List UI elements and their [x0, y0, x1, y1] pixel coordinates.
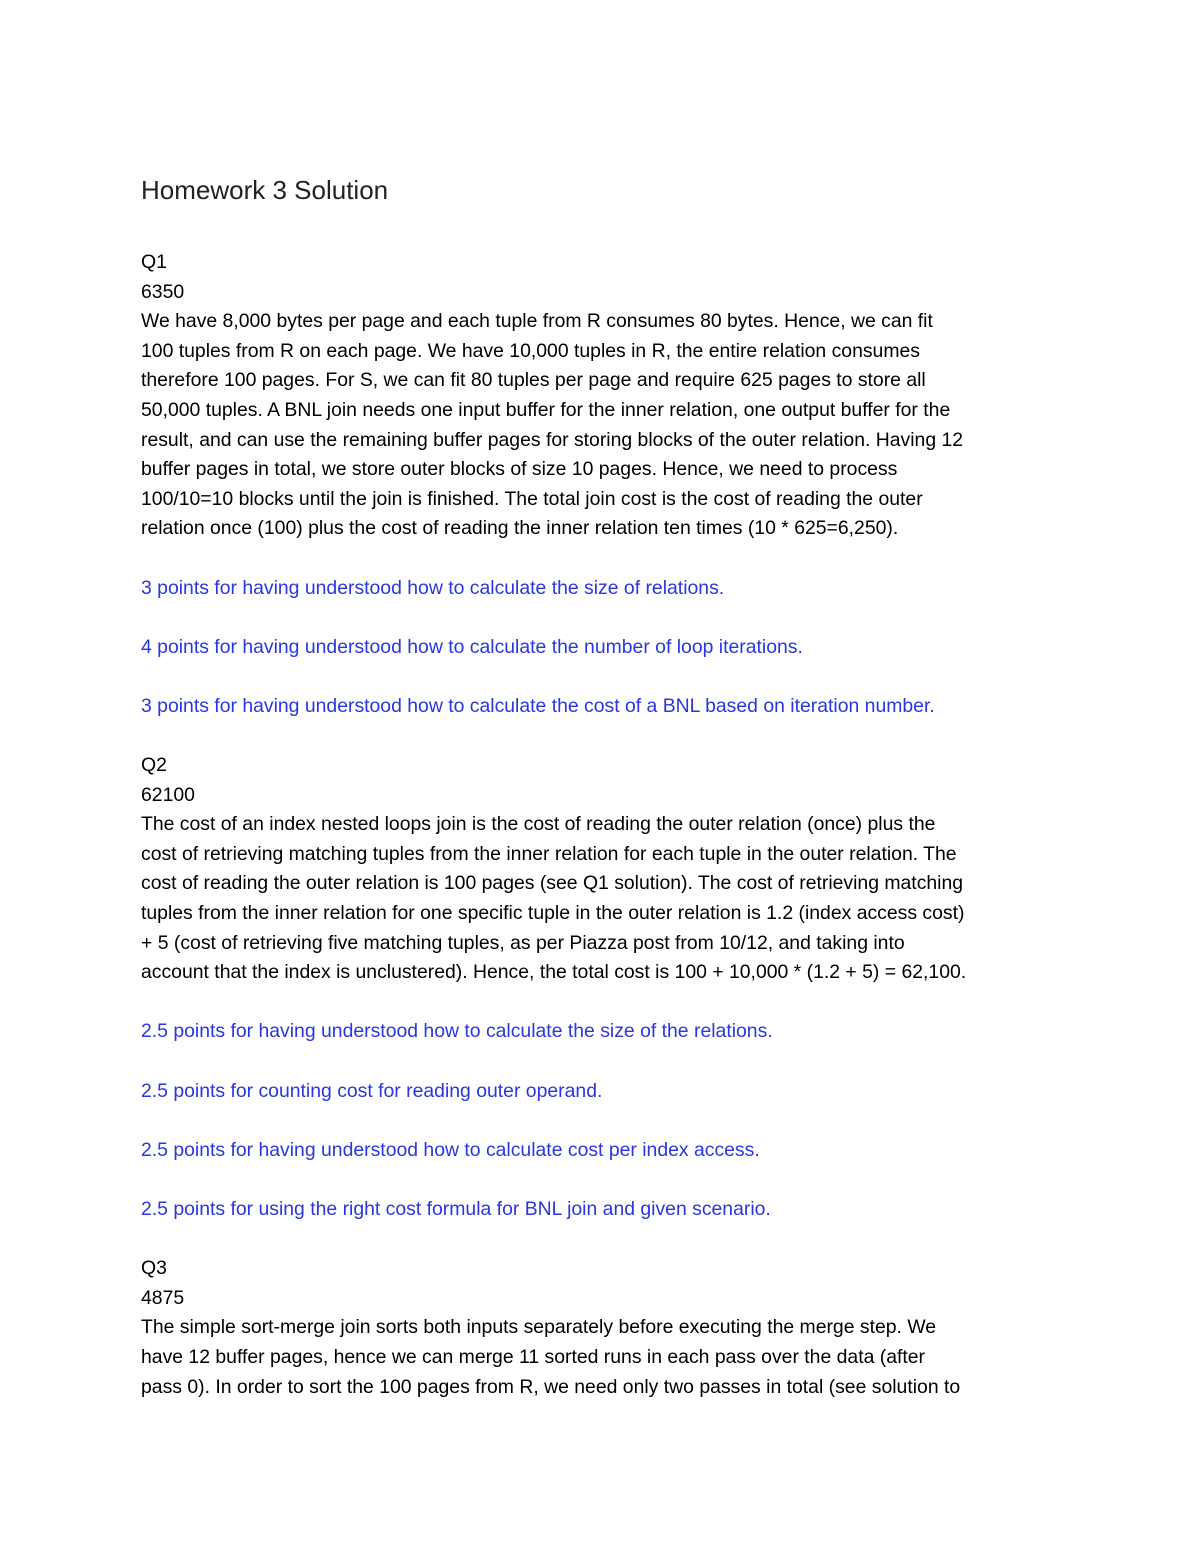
- q2-explanation-line: The cost of an index nested loops join is the cost of reading the outer relation (once) plus the: [141, 813, 936, 836]
- q3-explanation-line: have 12 buffer pages, hence we can merge 11 sorted runs in each pass over the data (after: [141, 1345, 926, 1368]
- q1-explanation-line: 50,000 tuples. A BNL join needs one input buffer for the inner relation, one output buffer for the: [141, 398, 951, 421]
- q3-label: Q3: [141, 1257, 167, 1280]
- q2-explanation-line: tuples from the inner relation for one specific tuple in the outer relation is 1.2 (index access cost): [141, 902, 965, 925]
- q2-explanation: [141, 810, 1066, 988]
- question-1: [141, 248, 1066, 751]
- q1-rubric-item: 4 points for having understood how to calculate the number of loop iterations.: [141, 635, 803, 658]
- q1-explanation-line: result, and can use the remaining buffer pages for storing blocks of the outer relation. Having 12: [141, 428, 964, 451]
- q1-explanation-line: We have 8,000 bytes per page and each tuple from R consumes 80 bytes. Hence, we can fit: [141, 310, 933, 333]
- q3-answer: 4875: [141, 1286, 185, 1309]
- q2-label: Q2: [141, 754, 167, 777]
- document-title: Homework 3 Solution: [141, 175, 389, 205]
- q1-answer: 6350: [141, 280, 185, 303]
- q2-explanation-line: cost of retrieving matching tuples from the inner relation for each tuple in the outer relation. The: [141, 842, 957, 865]
- q1-explanation-line: therefore 100 pages. For S, we can fit 80 tuples per page and require 625 pages to store all: [141, 369, 926, 392]
- q3-explanation: [141, 1313, 1066, 1402]
- q3-explanation-line: pass 0). In order to sort the 100 pages from R, we need only two passes in total (see solution to: [141, 1375, 961, 1398]
- q2-rubric-item: 2.5 points for having understood how to calculate cost per index access.: [141, 1138, 760, 1161]
- question-2: [141, 751, 1066, 1254]
- q2-rubric-item: 2.5 points for having understood how to calculate the size of the relations.: [141, 1020, 773, 1043]
- q1-explanation: [141, 307, 1066, 544]
- q2-answer: 62100: [141, 783, 195, 806]
- q1-rubric-item: 3 points for having understood how to calculate the cost of a BNL based on iteration number.: [141, 694, 935, 717]
- q2-rubric-item: 2.5 points for using the right cost formula for BNL join and given scenario.: [141, 1198, 771, 1220]
- q1-label: Q1: [141, 251, 167, 273]
- q1-explanation-line: buffer pages in total, we store outer blocks of size 10 pages. Hence, we need to process: [141, 458, 898, 481]
- q2-explanation-line: + 5 (cost of retrieving five matching tuples, as per Piazza post from 10/12, and taking into: [141, 931, 905, 954]
- q2-rubric-item: 2.5 points for counting cost for reading outer operand.: [141, 1079, 603, 1102]
- q1-rubric-item: 3 points for having understood how to calculate the size of relations.: [141, 576, 725, 599]
- q2-explanation-line: cost of reading the outer relation is 100 pages (see Q1 solution). The cost of retrieving matching: [141, 872, 964, 895]
- q2-explanation-line: account that the index is unclustered). Hence, the total cost is 100 + 10,000 * (1.2 + 5) = 62,100.: [141, 961, 967, 984]
- q1-explanation-line: relation once (100) plus the cost of reading the inner relation ten times (10 * 625=6,250).: [141, 517, 899, 540]
- q1-explanation-line: 100 tuples from R on each page. We have 10,000 tuples in R, the entire relation consumes: [141, 339, 920, 362]
- document-page: [141, 172, 1066, 1402]
- q3-explanation-line: The simple sort-merge join sorts both inputs separately before executing the merge step. We: [141, 1316, 937, 1339]
- question-3: [141, 1254, 1066, 1402]
- q1-explanation-line: 100/10=10 blocks until the join is finished. The total join cost is the cost of reading the outer: [141, 487, 923, 510]
